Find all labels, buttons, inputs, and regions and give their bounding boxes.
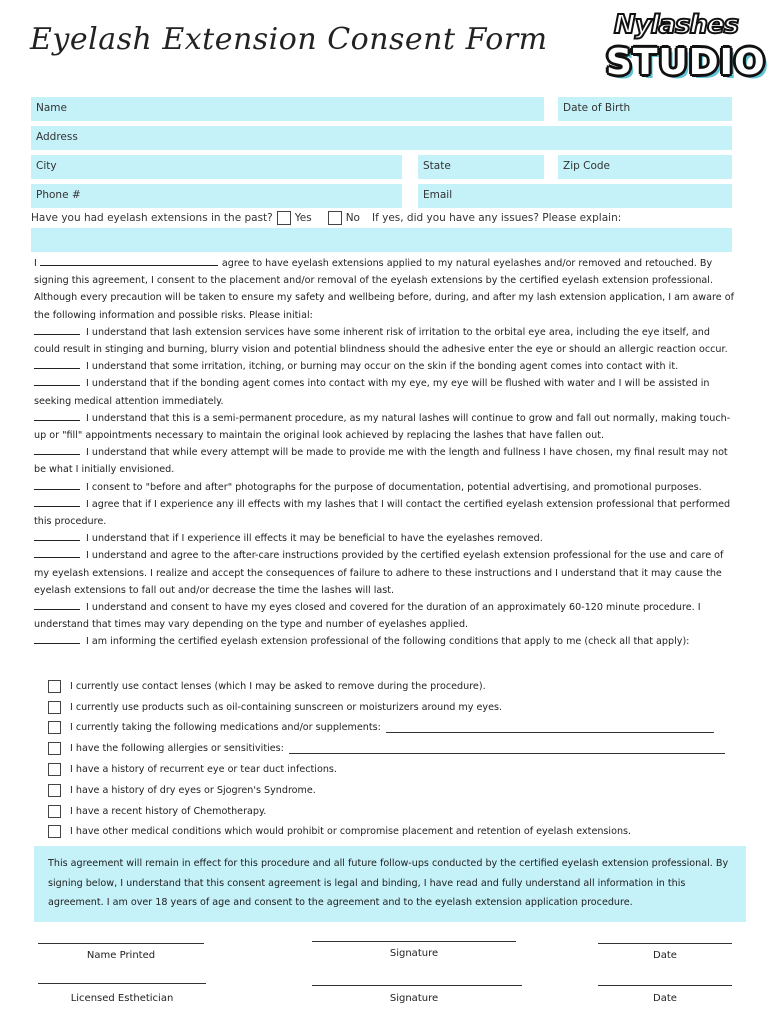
intro-paragraph: I agree to have eyelash extensions applied to my natural eyelashes and/or removed and retouched. By signing this agreement, I consent to the placement and/or removal of the eyelash extensions by the certified eyelash extension professional. Although every precaution will be taken to ensure my safety and wellbeing before, during, and after my lash extension application, I am aware of the following information and possible risks. Please initial:	[34, 255, 736, 324]
initial-blank[interactable]	[34, 547, 80, 558]
conditions-checklist	[48, 676, 738, 842]
condition-label: I have other medical conditions which would prohibit or compromise placement and retention of eyelash extensions.	[70, 826, 632, 838]
no-label: No	[345, 212, 360, 224]
condition-label: I have a recent history of Chemotherapy.	[70, 805, 267, 817]
initial-statement-text: I agree that if I experience any ill effects with my lashes that I will contact the certified eyelash extension professional that performed this procedure.	[34, 498, 731, 528]
esthetician-signature-line[interactable]	[312, 985, 522, 986]
followup-text: If yes, did you have any issues? Please explain:	[371, 212, 622, 224]
initial-statement-text: I am informing the certified eyelash extension professional of the following conditions that apply to me (check all that apply):	[86, 636, 690, 648]
client-name-blank[interactable]	[40, 255, 218, 266]
initial-blank[interactable]	[34, 599, 80, 610]
initial-statement	[34, 599, 736, 633]
intro-text: agree to have eyelash extensions applied to my natural eyelashes and/or removed and retouched. By signing this agreement, I consent to the placement and/or removal of the eyelash extensions by the certified eyelash extension professional. Although every precaution will be taken to ensure my safety and wellbeing before, during, and after my lash extension application, I am aware of the following information and possible risks. Please initial:	[34, 258, 734, 321]
initial-statement	[34, 547, 736, 599]
licensed-esthetician-label: Licensed Esthetician	[70, 993, 174, 1004]
client-signature-line[interactable]	[312, 941, 516, 942]
initial-blank[interactable]	[34, 410, 80, 421]
zip-code-field[interactable]: Zip Code	[558, 155, 732, 179]
condition-label: I have a history of dry eyes or Sjogren's Syndrome.	[70, 784, 316, 796]
initial-statement	[34, 444, 736, 478]
agreement-box: This agreement will remain in effect for this procedure and all future follow-ups conducted by the certified eyelash extension professional. By signing below, I understand that this consent agreement is legal and binding, I have read and fully understand all information in this agreement. I am over 18 years of age and consent to the agreement and to the eyelash extension application procedure.	[34, 846, 746, 922]
yes-label: Yes	[294, 212, 312, 224]
initial-statement-text: I understand that if I experience ill effects it may be beneficial to have the eyelashes removed.	[86, 533, 543, 545]
condition-label: I currently use contact lenses (which I may be asked to remove during the procedure).	[70, 680, 486, 692]
initial-statement-text: I understand that some irritation, itching, or burning may occur on the skin if the bonding agent comes into contact with it.	[86, 361, 679, 373]
condition-checkbox[interactable]	[48, 805, 61, 818]
initial-statement	[34, 324, 736, 358]
condition-checkbox[interactable]	[48, 680, 61, 693]
studio-logo	[606, 10, 766, 90]
initial-statement	[34, 410, 736, 444]
form-title: Eyelash Extension Consent Form	[30, 22, 548, 57]
condition-item	[48, 718, 738, 739]
initial-statement	[34, 375, 736, 409]
phone-field[interactable]: Phone #	[31, 184, 402, 208]
initial-blank[interactable]	[34, 479, 80, 490]
condition-label: I currently taking the following medications and/or supplements:	[70, 722, 381, 734]
condition-checkbox[interactable]	[48, 701, 61, 714]
initial-blank[interactable]	[34, 530, 80, 541]
initial-blank[interactable]	[34, 496, 80, 507]
yes-checkbox[interactable]	[277, 211, 291, 225]
initial-statement	[34, 530, 736, 547]
esthetician-name-line[interactable]	[38, 983, 206, 984]
condition-label: I currently use products such as oil-containing sunscreen or moisturizers around my eyes.	[70, 701, 503, 713]
esthetician-date-label: Date	[653, 993, 677, 1004]
condition-checkbox[interactable]	[48, 721, 61, 734]
condition-item	[48, 738, 738, 759]
date-of-birth-field[interactable]: Date of Birth	[558, 97, 732, 121]
initial-blank[interactable]	[34, 375, 80, 386]
condition-label: I have a history of recurrent eye or tear duct infections.	[70, 764, 337, 776]
initial-blank[interactable]	[34, 358, 80, 369]
initial-list	[34, 324, 736, 651]
initial-statement-text: I understand that this is a semi-permanent procedure, as my natural lashes will continue to grow and fall out normally, making touch-up or "fill" appointments necessary to maintain the original look achieved by replacing the lashes that have fallen out.	[34, 412, 731, 442]
no-checkbox[interactable]	[328, 211, 342, 225]
condition-checkbox[interactable]	[48, 763, 61, 776]
initial-statement	[34, 633, 736, 650]
initial-statement-text: I consent to "before and after" photographs for the purpose of documentation, potential advertising, and promotional purposes.	[86, 481, 702, 493]
condition-label: I have the following allergies or sensitivities:	[70, 743, 284, 755]
state-field[interactable]: State	[418, 155, 544, 179]
initial-blank[interactable]	[34, 324, 80, 335]
email-field[interactable]: Email	[418, 184, 732, 208]
condition-item	[48, 801, 738, 822]
address-field[interactable]: Address	[31, 126, 732, 150]
name-printed-label: Name Printed	[86, 950, 156, 961]
initial-statement-text: I understand that while every attempt will be made to provide me with the length and fullness I have chosen, my final result may not be what I initially envisioned.	[34, 447, 728, 476]
client-date-label: Date	[653, 950, 677, 961]
esthetician-signature-label: Signature	[389, 993, 439, 1004]
condition-checkbox[interactable]	[48, 825, 61, 838]
initial-statement-text: I understand and consent to have my eyes closed and covered for the duration of an approximately 60-120 minute procedure. I understand that times may vary depending on the type and number of eyelashes applied.	[34, 602, 701, 631]
logo-script-text: Nylashes	[613, 10, 739, 40]
condition-checkbox[interactable]	[48, 742, 61, 755]
condition-item	[48, 676, 738, 697]
initial-statement	[34, 358, 736, 375]
initial-blank[interactable]	[34, 444, 80, 455]
initial-statement	[34, 496, 736, 530]
consent-body	[34, 255, 736, 651]
condition-item	[48, 759, 738, 780]
condition-checkbox[interactable]	[48, 784, 61, 797]
condition-item	[48, 697, 738, 718]
client-signature-label: Signature	[389, 948, 439, 959]
question-text: Have you had eyelash extensions in the past?	[31, 212, 273, 224]
past-extensions-question	[31, 211, 621, 225]
initial-statement-text: I understand that if the bonding agent comes into contact with my eye, my eye will be flushed with water and I will be assisted in seeking medical attention immediately.	[34, 378, 710, 407]
initial-blank[interactable]	[34, 633, 80, 644]
condition-item	[48, 822, 738, 843]
condition-item	[48, 780, 738, 801]
initial-statement	[34, 479, 736, 496]
condition-fill-line[interactable]	[386, 722, 714, 733]
issues-explanation-field[interactable]	[31, 228, 732, 252]
condition-fill-line[interactable]	[289, 743, 725, 754]
name-field[interactable]: Name	[31, 97, 544, 121]
client-date-line[interactable]	[598, 943, 732, 944]
name-printed-line[interactable]	[38, 943, 204, 944]
esthetician-date-line[interactable]	[598, 985, 732, 986]
city-field[interactable]: City	[31, 155, 402, 179]
initial-statement-text: I understand that lash extension services have some inherent risk of irritation to the orbital eye area, including the eye itself, and could result in stinging and burning, blurry vision and potential blindness should the adhesive enter the eye or should an allergic reaction occur.	[34, 326, 728, 356]
logo-main-text: STUDIO	[606, 42, 766, 83]
initial-statement-text: I understand and agree to the after-care instructions provided by the certified eyelash extension professional for the use and care of my eyelash extensions. I realize and accept the consequences of failure to adhere to these instructions and I understand that it may cause the eyelash extensions to fall out and/or decrease the time the lashes will last.	[34, 550, 724, 596]
